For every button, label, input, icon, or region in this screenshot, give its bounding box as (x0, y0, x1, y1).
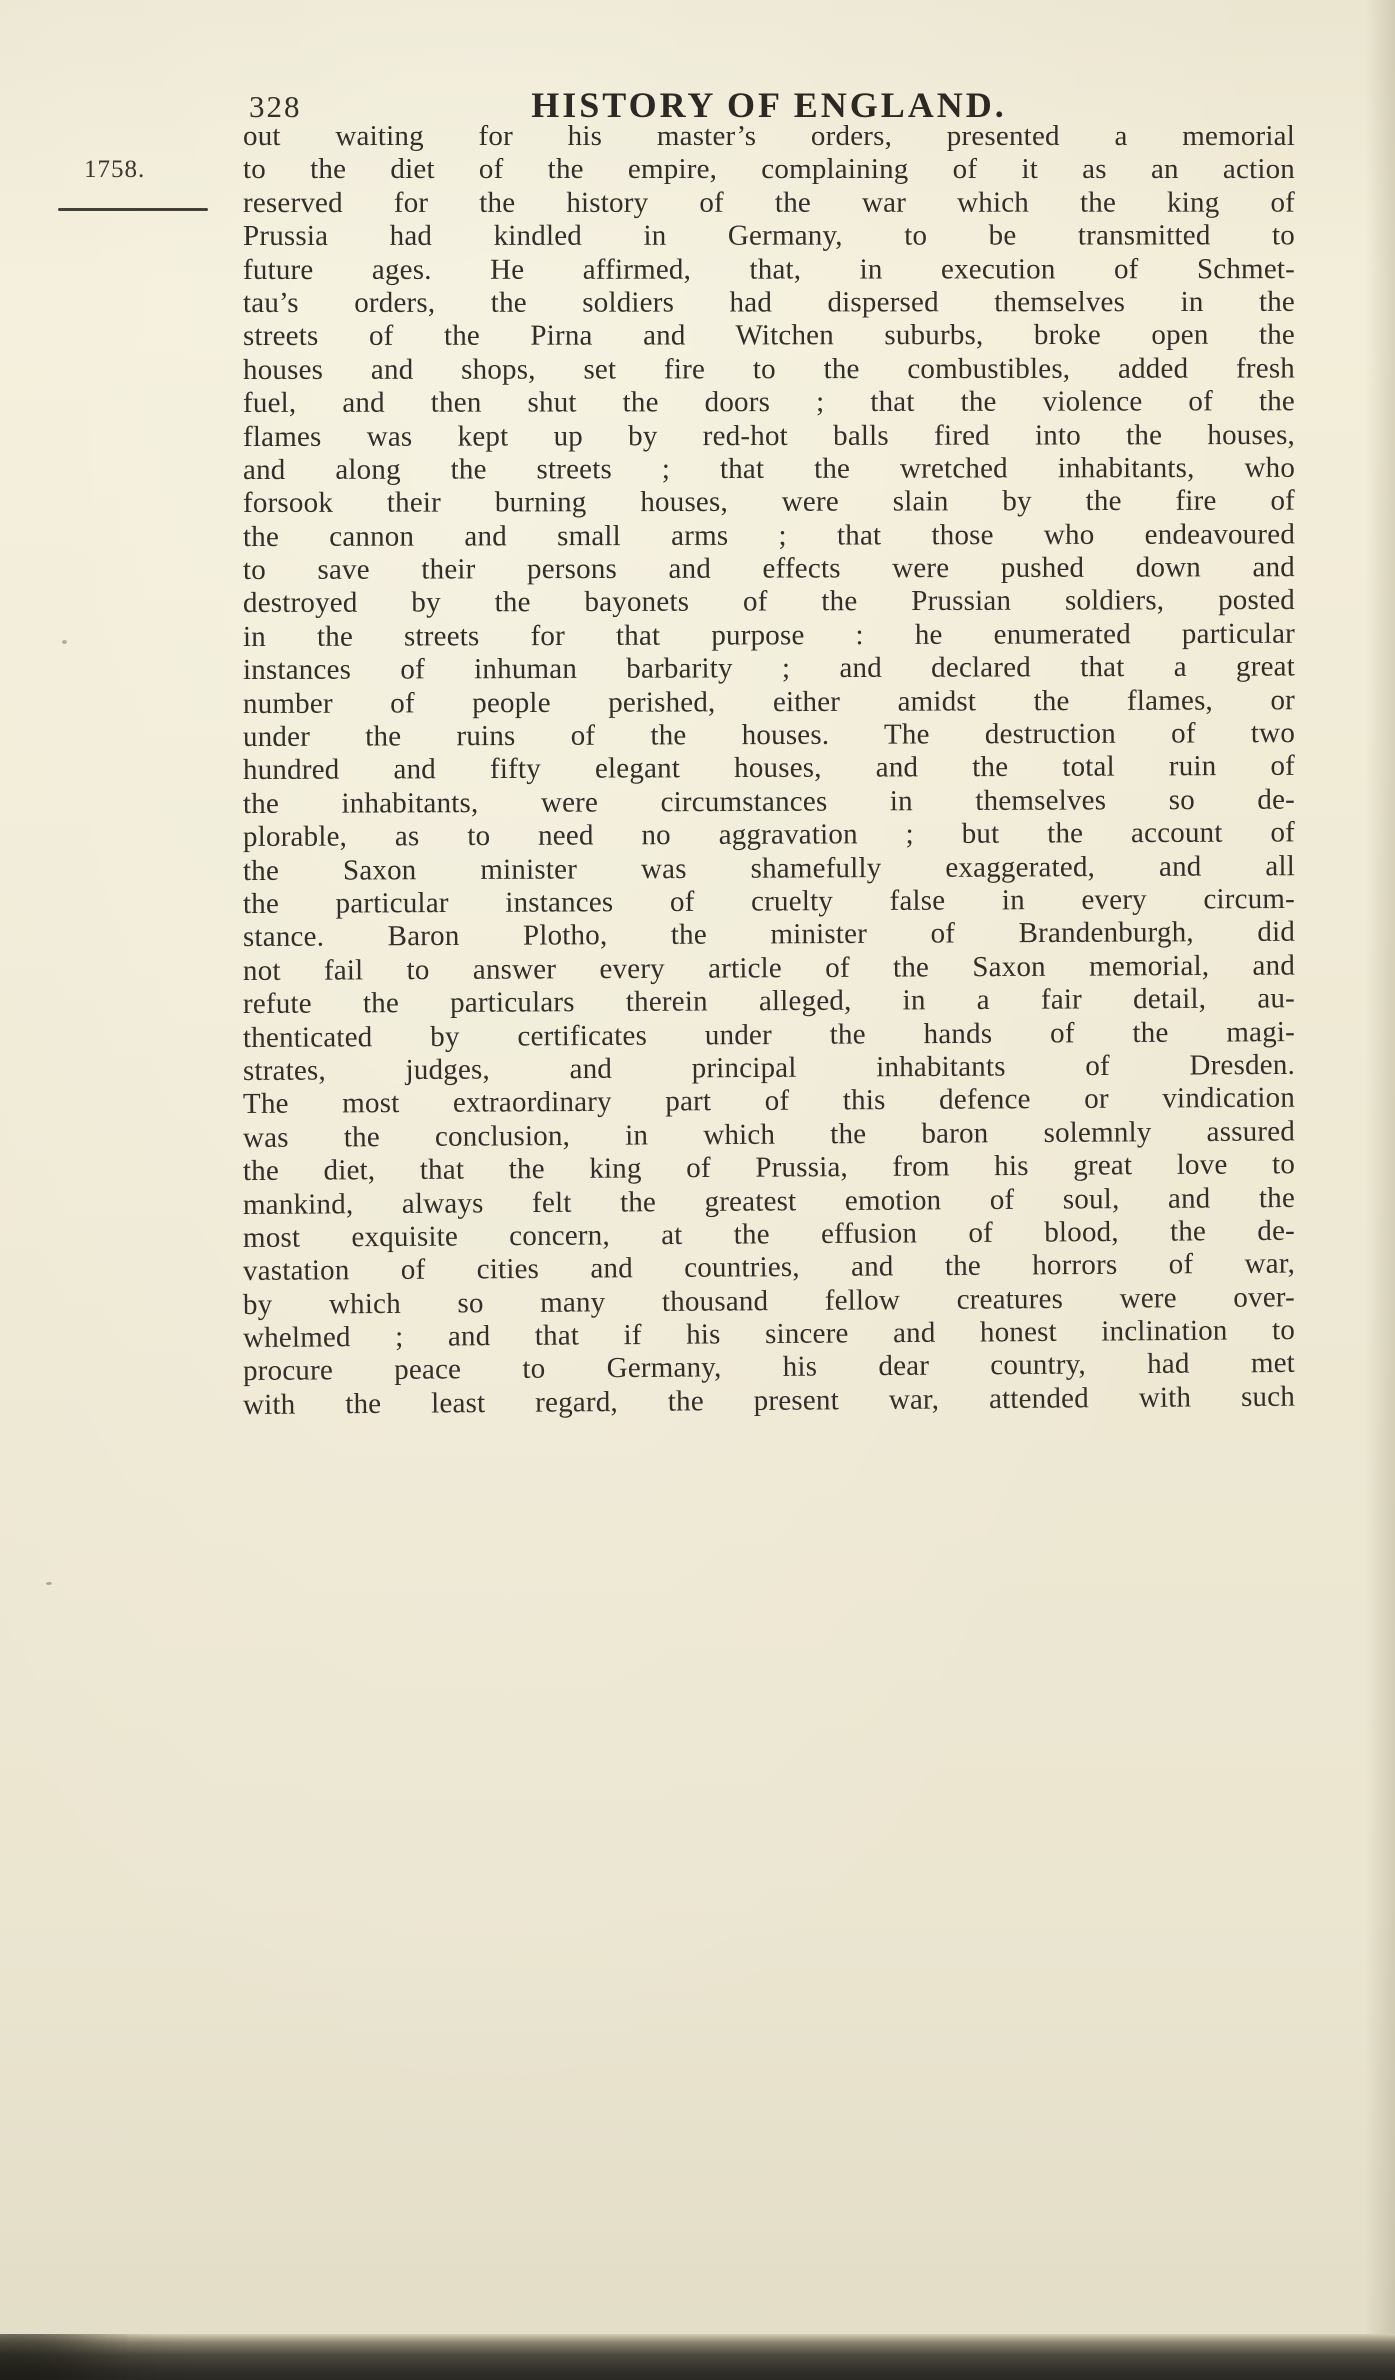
body-line: houses and shops, set fire to the combustibles, added fresh (242, 352, 1296, 386)
paper-speck (62, 640, 67, 644)
page-title: HISTORY OF ENGLAND. (531, 85, 1007, 125)
body-line: strates, judges, and principal inhabitants of Dresden. (242, 1048, 1296, 1087)
body-line: whelmed ; and that if his sincere and honest inclination to (242, 1314, 1296, 1355)
body-line: with the least regard, the present war, attended with such (242, 1380, 1296, 1421)
paper-bottom-edge (0, 2334, 1395, 2380)
body-line: the inhabitants, were circumstances in themselves so de- (242, 783, 1296, 820)
body-line: tau’s orders, the soldiers had dispersed themselves in the (242, 285, 1296, 319)
body-line: the diet, that the king of Prussia, from his great love to (242, 1148, 1296, 1188)
body-line: fuel, and then shut the doors ; that the violence of the (242, 385, 1296, 420)
body-line: under the ruins of the houses. The destruction of two (242, 717, 1296, 754)
body-line: mankind, always felt the greatest emotion of soul, and the (242, 1181, 1296, 1221)
body-line: flames was kept up by red-hot balls fired into the houses, (242, 418, 1296, 453)
body-line: was the conclusion, in which the baron solemnly assured (242, 1115, 1296, 1154)
body-line: by which so many thousand fellow creatures were over- (242, 1280, 1296, 1321)
body-line: thenticated by certificates under the hands of the magi- (242, 1015, 1296, 1054)
margin-year-text: 1758. (84, 156, 146, 183)
body-line: procure peace to Germany, his dear country, had met (242, 1347, 1296, 1388)
body-line: The most extraordinary part of this defence or vindication (242, 1081, 1296, 1121)
body-line: in the streets for that purpose : he enumerated particular (242, 617, 1296, 653)
body-line: vastation of cities and countries, and the horrors of war, (242, 1247, 1296, 1288)
body-line: and along the streets ; that the wretched inhabitants, who (242, 451, 1296, 486)
body-line: to save their persons and effects were pushed down and (242, 551, 1296, 587)
body-line: not fail to answer every article of the Saxon memorial, and (242, 949, 1296, 987)
body-line: reserved for the history of the war which the king of (242, 186, 1296, 219)
margin-year-rule (58, 208, 208, 211)
body-line: stance. Baron Plotho, the minister of Brandenburgh, did (242, 916, 1296, 954)
body-text (243, 120, 1295, 1422)
body-line: plorable, as to need no aggravation ; but the account of (242, 816, 1296, 854)
margin-year (84, 156, 145, 184)
body-line: the Saxon minister was shamefully exaggerated, and all (242, 849, 1296, 887)
paper-speck (46, 1582, 52, 1585)
body-line: instances of inhuman barbarity ; and declared that a great (242, 650, 1296, 687)
body-line: refute the particulars therein alleged, in a fair detail, au- (242, 982, 1296, 1021)
body-line: forsook their burning houses, were slain by the fire of (242, 484, 1296, 520)
body-line: Prussia had kindled in Germany, to be transmitted to (242, 219, 1296, 253)
body-line: destroyed by the bayonets of the Prussian soldiers, posted (242, 584, 1296, 620)
body-line: number of people perished, either amidst the flames, or (242, 683, 1296, 720)
body-line: future ages. He affirmed, that, in execution of Schmet- (242, 252, 1296, 286)
paper-right-shadow (1365, 0, 1395, 2334)
page-number: 328 (249, 89, 302, 124)
body-line: the cannon and small arms ; that those who endeavoured (242, 518, 1296, 553)
body-line: hundred and fifty elegant houses, and the total ruin of (242, 750, 1296, 787)
body-line: the particular instances of cruelty false in every circum- (242, 882, 1296, 920)
body-line: out waiting for his master’s orders, presented a memorial (243, 120, 1295, 152)
body-line: most exquisite concern, at the effusion of blood, the de- (242, 1214, 1296, 1254)
body-line: streets of the Pirna and Witchen suburbs, broke open the (242, 319, 1296, 353)
body-line: to the diet of the empire, complaining of it as an action (242, 153, 1296, 186)
